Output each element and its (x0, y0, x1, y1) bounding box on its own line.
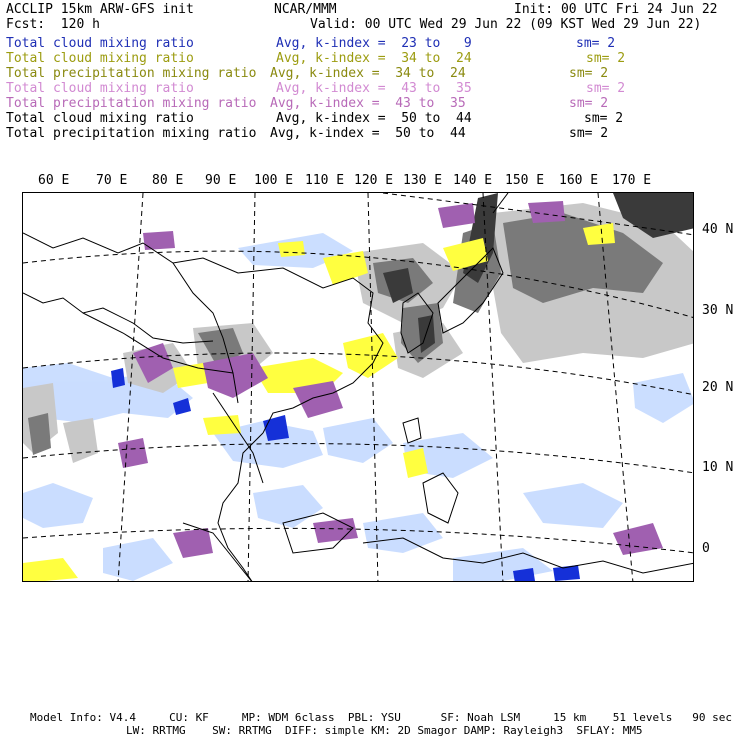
field-name: Total cloud mixing ratio (6, 81, 194, 96)
precip-area (278, 241, 305, 257)
field-sm: sm= 2 (586, 51, 626, 66)
cloud-area (363, 513, 443, 553)
coastline (423, 473, 458, 523)
precip-area (343, 333, 398, 378)
lon-label: 110 E (305, 173, 345, 188)
precip-area (143, 231, 175, 250)
precip-area (203, 415, 241, 435)
institution-label: NCAR/MMM (274, 2, 337, 17)
footer-line-2: LW: RRTMG SW: RRTMG DIFF: simple KM: 2D Smagor DAMP: Rayleigh3 SFLAY: MM5 (126, 724, 643, 737)
field-sm: sm= 2 (569, 66, 609, 81)
lon-label: 90 E (205, 173, 237, 188)
coastline (403, 418, 421, 443)
field-row-3 (6, 66, 734, 81)
lon-label: 80 E (152, 173, 184, 188)
field-name: Total precipitation mixing ratio (6, 66, 257, 81)
field-avg: Avg, k-index = 34 to 24 (270, 66, 466, 81)
header-row-2 (6, 17, 734, 32)
field-name: Total precipitation mixing ratio (6, 126, 257, 141)
lon-label: 160 E (559, 173, 599, 188)
cloud-area (103, 538, 173, 581)
cloud-area (523, 483, 623, 528)
footer-line-1: Model Info: V4.4 CU: KF MP: WDM 6class PBL: YSU SF: Noah LSM 15 km 51 levels 90 sec (30, 711, 732, 724)
precip-area (173, 528, 213, 558)
cloud-area (63, 418, 98, 463)
precip-area (118, 438, 148, 468)
lon-label: 130 E (403, 173, 443, 188)
field-row-7 (6, 126, 734, 141)
precip-area (613, 523, 663, 555)
lat-label: 30 N (702, 303, 734, 318)
field-row-5 (6, 96, 734, 111)
lon-label: 120 E (354, 173, 394, 188)
lat-label: 20 N (702, 380, 734, 395)
field-name: Total precipitation mixing ratio (6, 96, 257, 111)
init-time: Init: 00 UTC Fri 24 Jun 22 (514, 2, 718, 17)
lon-label: 170 E (612, 173, 652, 188)
cloud-area (111, 368, 125, 388)
cloud-area (633, 373, 694, 423)
lon-label: 150 E (505, 173, 545, 188)
field-name: Total cloud mixing ratio (6, 111, 194, 126)
lon-label: 60 E (38, 173, 70, 188)
map-panel (22, 192, 694, 582)
field-name: Total cloud mixing ratio (6, 51, 194, 66)
model-title: ACCLIP 15km ARW-GFS init (6, 2, 194, 17)
precip-area (313, 518, 358, 543)
lon-label: 70 E (96, 173, 128, 188)
field-row-1 (6, 36, 734, 51)
lat-label: 40 N (702, 222, 734, 237)
cloud-area (323, 418, 393, 463)
field-sm: sm= 2 (576, 36, 616, 51)
field-avg: Avg, k-index = 34 to 24 (276, 51, 472, 66)
field-avg: Avg, k-index = 43 to 35 (276, 81, 472, 96)
coastline (23, 293, 213, 343)
lat-label: 10 N (702, 460, 734, 475)
precip-area (438, 203, 475, 228)
lon-label: 140 E (453, 173, 493, 188)
field-row-4 (6, 81, 734, 96)
valid-time: Valid: 00 UTC Wed 29 Jun 22 (09 KST Wed 29 Jun 22) (310, 17, 702, 32)
cloud-area (23, 483, 93, 528)
map-canvas (23, 193, 694, 582)
field-avg: Avg, k-index = 23 to 9 (276, 36, 472, 51)
field-avg: Avg, k-index = 50 to 44 (270, 126, 466, 141)
field-row-2 (6, 51, 734, 66)
precip-area (528, 201, 565, 223)
field-sm: sm= 2 (569, 126, 609, 141)
cloud-area (453, 548, 553, 582)
field-sm: sm= 2 (569, 96, 609, 111)
precip-area (23, 558, 78, 582)
field-avg: Avg, k-index = 43 to 35 (270, 96, 466, 111)
field-row-6 (6, 111, 734, 126)
field-sm: sm= 2 (586, 81, 626, 96)
forecast-hour: Fcst: 120 h (6, 17, 100, 32)
field-name: Total cloud mixing ratio (6, 36, 194, 51)
field-sm: sm= 2 (584, 111, 624, 126)
lon-label: 100 E (254, 173, 294, 188)
header-row-1 (6, 2, 734, 17)
field-avg: Avg, k-index = 50 to 44 (276, 111, 472, 126)
lat-label: 0 (702, 541, 710, 556)
